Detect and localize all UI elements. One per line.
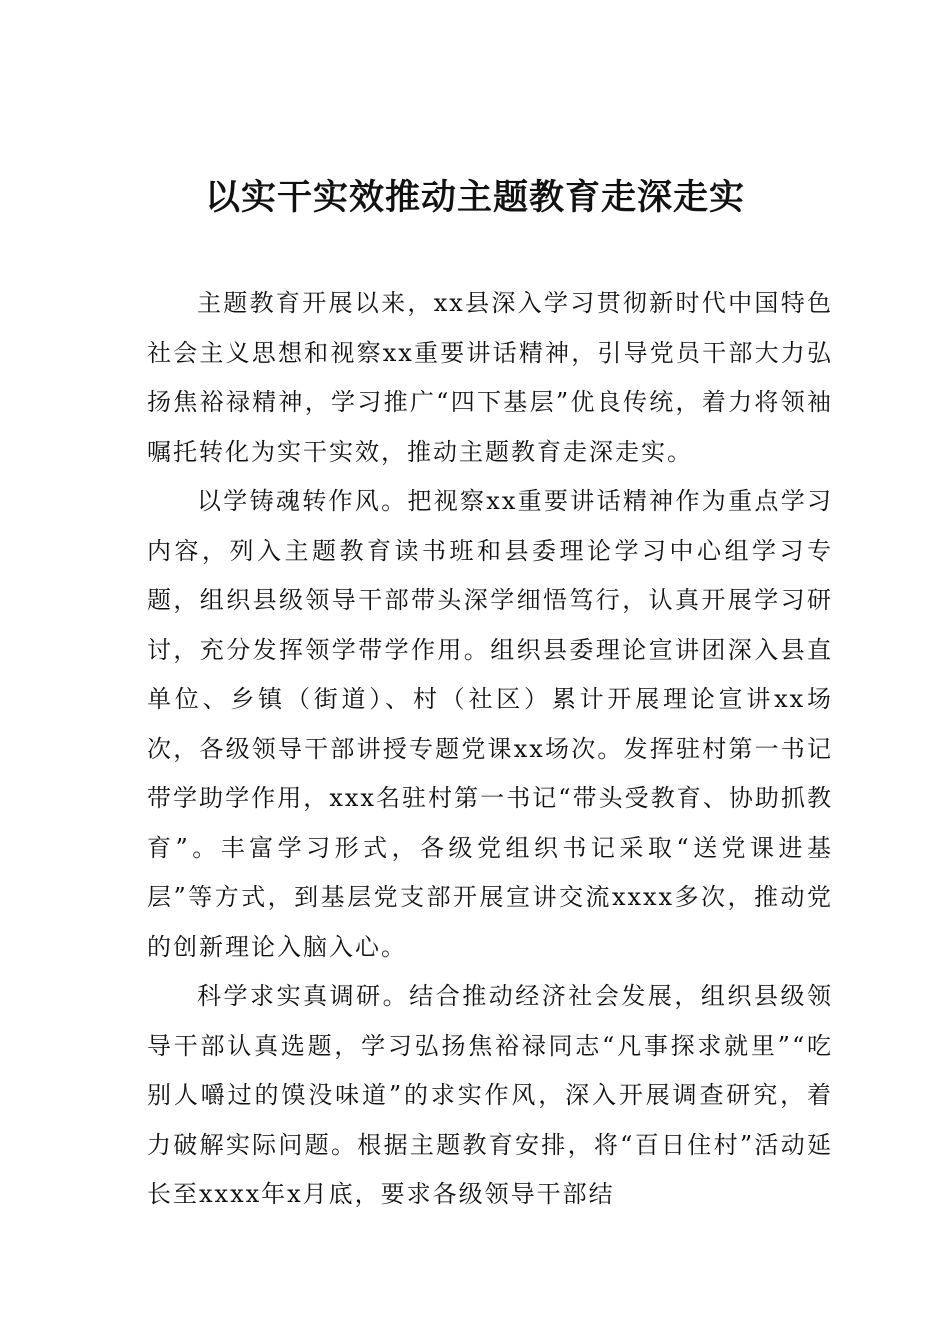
document-body <box>147 279 833 1220</box>
paragraph-intro: 主题教育开展以来，xx县深入学习贯彻新时代中国特色社会主义思想和视察xx重要讲话精神，引导党员干部大力弘扬焦裕禄精神，学习推广“四下基层”优良传统，着力将领袖嘱托转化为实干实效，推动主题教育走深走实。 <box>147 289 833 466</box>
document-title: 以实干实效推动主题教育走深走实 <box>204 177 745 218</box>
paragraph-study: 以学铸魂转作风。把视察xx重要讲话精神作为重点学习内容，列入主题教育读书班和县委理论学习中心组学习专题，组织县级领导干部带头深学细悟笃行，认真开展学习研讨，充分发挥领学带学作用。组织县委理论宣讲团深入县直单位、乡镇（街道）、村（社区）累计开展理论宣讲xx场次，各级领导干部讲授专题党课xx场次。发挥驻村第一书记带学助学作用，xxx名驻村第一书记“带头受教育、协助抓教育”。丰富学习形式，各级党组织书记采取“送党课进基层”等方式，到基层党支部开展宣讲交流xxxx多次，推动党的创新理论入脑入心。 <box>147 487 833 961</box>
paragraph-research: 科学求实真调研。结合推动经济社会发展，组织县级领导干部认真选题，学习弘扬焦裕禄同志“凡事探求就里”“吃别人嚼过的馍没味道”的求实作风，深入开展调查研究，着力破解实际问题。根据主题教育安排，将“百日住村”活动延长至xxxx年x月底，要求各级领导干部结 <box>147 982 833 1208</box>
